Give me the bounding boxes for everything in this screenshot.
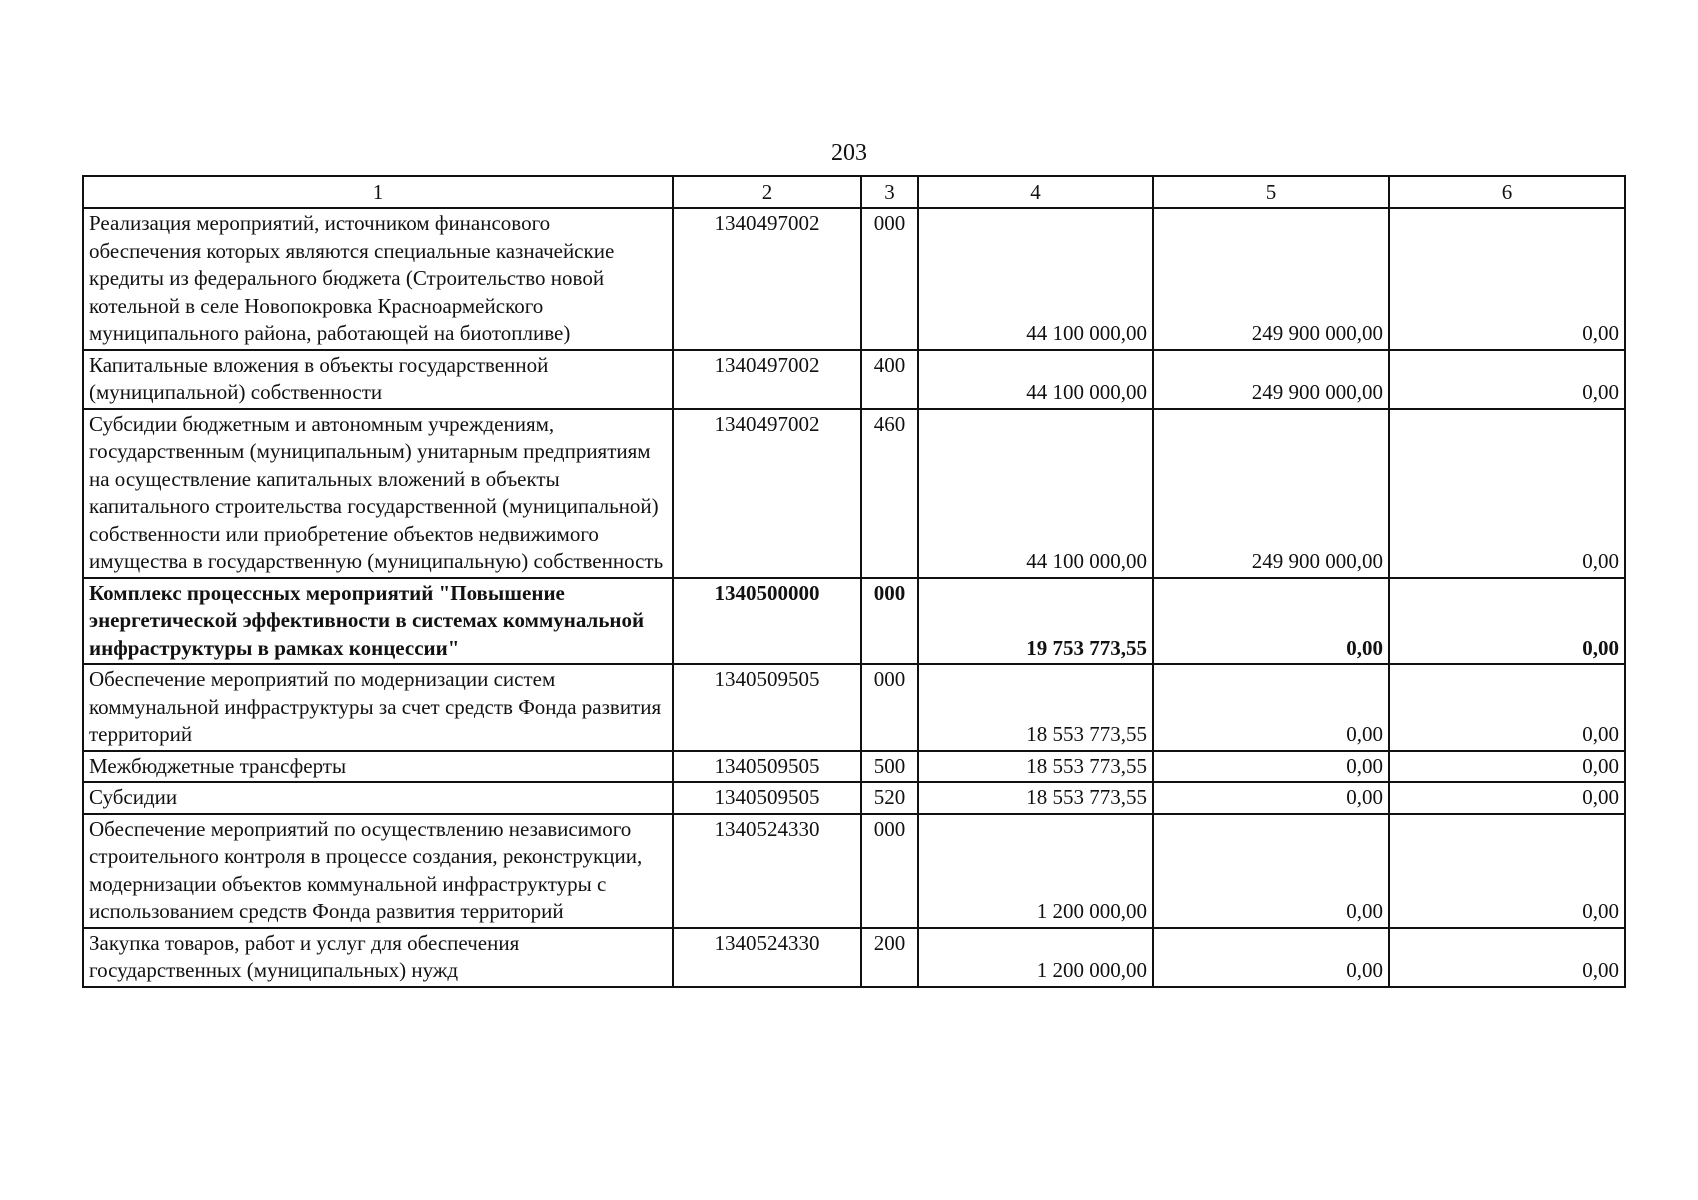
table-body	[83, 176, 1625, 987]
row-amount-col6: 0,00	[1389, 782, 1625, 814]
column-number-5: 5	[1153, 176, 1389, 208]
row-amount-col5: 0,00	[1153, 578, 1389, 665]
page-number: 203	[831, 140, 867, 166]
row-expense-type: 000	[861, 208, 918, 350]
column-number-3: 3	[861, 176, 918, 208]
row-name: Реализация мероприятий, источником финансового обеспечения которых являются специальные казначейские кредиты из федерального бюджета (Строительство новой котельной в селе Новопокровка Красноармейского муниципального района, работающей на биотопливе)	[83, 208, 673, 350]
column-number-4: 4	[918, 176, 1153, 208]
row-name: Межбюджетные трансферты	[83, 751, 673, 783]
row-expense-type: 500	[861, 751, 918, 783]
row-amount-col4: 1 200 000,00	[918, 814, 1153, 928]
column-number-2: 2	[673, 176, 861, 208]
column-number-row	[83, 176, 1625, 208]
row-amount-col4: 44 100 000,00	[918, 409, 1153, 578]
row-amount-col6: 0,00	[1389, 578, 1625, 665]
row-amount-col5: 0,00	[1153, 814, 1389, 928]
row-expense-type: 460	[861, 409, 918, 578]
row-code: 1340509505	[673, 664, 861, 751]
row-expense-type: 000	[861, 814, 918, 928]
row-code: 1340524330	[673, 814, 861, 928]
row-expense-type: 200	[861, 928, 918, 987]
table-row	[83, 664, 1625, 751]
budget-table	[82, 175, 1626, 988]
row-name: Обеспечение мероприятий по осуществлению независимого строительного контроля в процессе создания, реконструкции, модернизации объектов коммунальной инфраструктуры с использованием средств Фонда развития территорий	[83, 814, 673, 928]
row-amount-col5: 249 900 000,00	[1153, 409, 1389, 578]
table-row	[83, 814, 1625, 928]
row-name: Комплекс процессных мероприятий "Повышение энергетической эффективности в системах коммунальной инфраструктуры в рамках концессии"	[83, 578, 673, 665]
row-amount-col5: 0,00	[1153, 751, 1389, 783]
row-amount-col6: 0,00	[1389, 350, 1625, 409]
row-amount-col4: 19 753 773,55	[918, 578, 1153, 665]
row-amount-col6: 0,00	[1389, 664, 1625, 751]
row-amount-col5: 0,00	[1153, 664, 1389, 751]
row-expense-type: 000	[861, 578, 918, 665]
row-expense-type: 400	[861, 350, 918, 409]
row-amount-col6: 0,00	[1389, 409, 1625, 578]
column-number-6: 6	[1389, 176, 1625, 208]
row-expense-type: 000	[861, 664, 918, 751]
table-row	[83, 409, 1625, 578]
table-row	[83, 782, 1625, 814]
table-row	[83, 350, 1625, 409]
row-expense-type: 520	[861, 782, 918, 814]
row-amount-col4: 18 553 773,55	[918, 751, 1153, 783]
row-amount-col4: 44 100 000,00	[918, 350, 1153, 409]
row-code: 1340497002	[673, 409, 861, 578]
table-row	[83, 208, 1625, 350]
row-amount-col4: 44 100 000,00	[918, 208, 1153, 350]
row-code: 1340497002	[673, 350, 861, 409]
row-amount-col6: 0,00	[1389, 208, 1625, 350]
row-code: 1340509505	[673, 751, 861, 783]
row-amount-col6: 0,00	[1389, 751, 1625, 783]
row-amount-col5: 249 900 000,00	[1153, 208, 1389, 350]
row-name: Субсидии бюджетным и автономным учреждениям, государственным (муниципальным) унитарным предприятиям на осуществление капитальных вложений в объекты капитального строительства государственной (муниципальной) собственности или приобретение объектов недвижимого имущества в государственную (муниципальную) собственность	[83, 409, 673, 578]
row-amount-col5: 249 900 000,00	[1153, 350, 1389, 409]
row-code: 1340524330	[673, 928, 861, 987]
row-name: Субсидии	[83, 782, 673, 814]
row-code: 1340497002	[673, 208, 861, 350]
table-row	[83, 751, 1625, 783]
row-amount-col6: 0,00	[1389, 814, 1625, 928]
row-name: Закупка товаров, работ и услуг для обеспечения государственных (муниципальных) нужд	[83, 928, 673, 987]
column-number-1: 1	[83, 176, 673, 208]
row-amount-col4: 18 553 773,55	[918, 664, 1153, 751]
row-code: 1340500000	[673, 578, 861, 665]
table-row	[83, 578, 1625, 665]
row-amount-col5: 0,00	[1153, 928, 1389, 987]
row-amount-col4: 1 200 000,00	[918, 928, 1153, 987]
row-name: Обеспечение мероприятий по модернизации систем коммунальной инфраструктуры за счет средств Фонда развития территорий	[83, 664, 673, 751]
row-amount-col4: 18 553 773,55	[918, 782, 1153, 814]
row-amount-col5: 0,00	[1153, 782, 1389, 814]
row-name: Капитальные вложения в объекты государственной (муниципальной) собственности	[83, 350, 673, 409]
row-amount-col6: 0,00	[1389, 928, 1625, 987]
table-row	[83, 928, 1625, 987]
row-code: 1340509505	[673, 782, 861, 814]
